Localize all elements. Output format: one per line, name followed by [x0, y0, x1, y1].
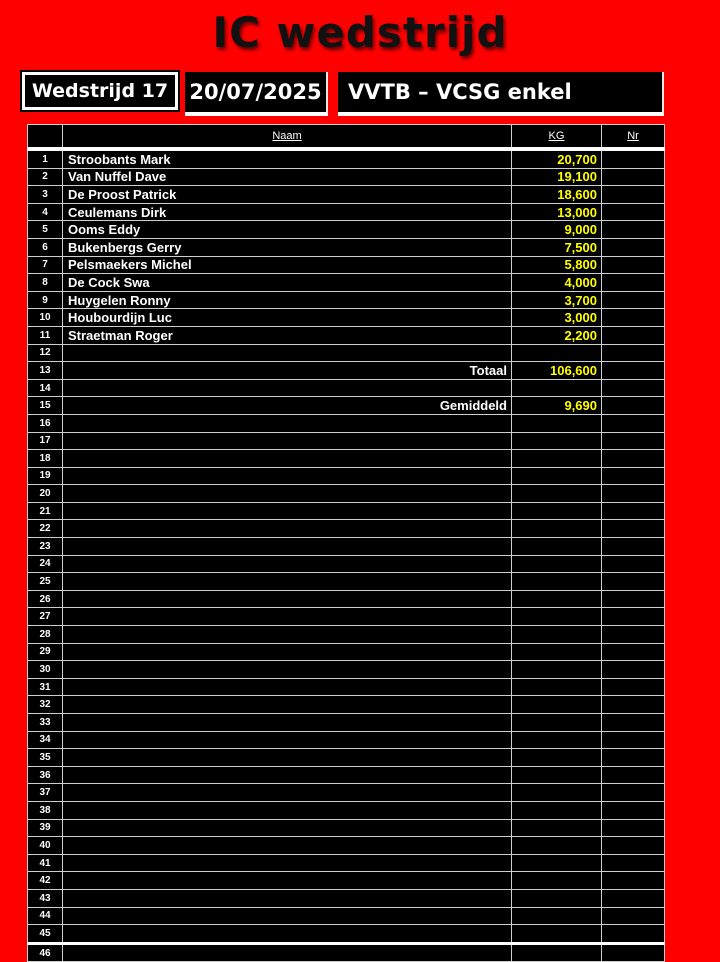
row-number: 10: [28, 309, 63, 327]
row-nr: [602, 485, 665, 503]
match-box: VVTB – VCSG enkel: [338, 72, 664, 116]
row-nr: [602, 274, 665, 292]
row-naam: [63, 766, 512, 784]
wedstrijd-box: [20, 70, 180, 112]
row-number: 1: [28, 149, 63, 168]
row-naam: Totaal: [63, 362, 512, 380]
row-number: 27: [28, 608, 63, 626]
row-number: 15: [28, 397, 63, 415]
table-row: [28, 238, 665, 256]
row-nr: [602, 186, 665, 204]
row-naam: Huygelen Ronny: [63, 291, 512, 309]
table-row: [28, 661, 665, 679]
table-row: [28, 626, 665, 644]
row-number: 38: [28, 801, 63, 819]
table-row: [28, 221, 665, 239]
table-row: [28, 520, 665, 538]
row-nr: [602, 925, 665, 944]
row-naam: [63, 661, 512, 679]
column-header-num: [28, 125, 63, 150]
table-row: [28, 309, 665, 327]
row-naam: [63, 538, 512, 556]
row-number: 17: [28, 432, 63, 450]
row-number: 31: [28, 678, 63, 696]
table-row: [28, 149, 665, 168]
row-nr: [602, 643, 665, 661]
row-naam: [63, 467, 512, 485]
row-naam: [63, 872, 512, 890]
row-kg: [512, 714, 602, 732]
row-number: 33: [28, 714, 63, 732]
row-nr: [602, 766, 665, 784]
row-naam: [63, 450, 512, 468]
table-row: [28, 872, 665, 890]
row-naam: [63, 414, 512, 432]
table-row: [28, 784, 665, 802]
table-row: [28, 573, 665, 591]
row-kg: [512, 467, 602, 485]
row-nr: [602, 872, 665, 890]
table-row: [28, 186, 665, 204]
row-naam: [63, 801, 512, 819]
row-number: 21: [28, 502, 63, 520]
row-number: 35: [28, 749, 63, 767]
row-number: 9: [28, 291, 63, 309]
row-kg: [512, 801, 602, 819]
row-naam: [63, 749, 512, 767]
row-nr: [602, 326, 665, 344]
row-nr: [602, 309, 665, 327]
row-kg: 3,700: [512, 291, 602, 309]
row-nr: [602, 344, 665, 362]
row-naam: [63, 925, 512, 944]
row-naam: [63, 590, 512, 608]
row-naam: Houbourdijn Luc: [63, 309, 512, 327]
table-row: [28, 714, 665, 732]
table-row: [28, 450, 665, 468]
row-kg: 2,200: [512, 326, 602, 344]
row-number: 14: [28, 379, 63, 397]
row-naam: [63, 907, 512, 925]
row-number: 37: [28, 784, 63, 802]
row-kg: [512, 889, 602, 907]
row-nr: [602, 854, 665, 872]
table-body: [28, 149, 665, 962]
row-naam: [63, 696, 512, 714]
row-number: 7: [28, 256, 63, 274]
row-kg: [512, 626, 602, 644]
row-number: 42: [28, 872, 63, 890]
row-number: 22: [28, 520, 63, 538]
row-naam: [63, 819, 512, 837]
row-naam: [63, 714, 512, 732]
row-nr: [602, 256, 665, 274]
row-nr: [602, 149, 665, 168]
row-kg: [512, 872, 602, 890]
row-nr: [602, 467, 665, 485]
row-naam: [63, 555, 512, 573]
row-number: 28: [28, 626, 63, 644]
row-nr: [602, 362, 665, 380]
table-row: [28, 801, 665, 819]
row-number: 30: [28, 661, 63, 679]
row-number: 29: [28, 643, 63, 661]
table-row: [28, 925, 665, 944]
row-naam: [63, 432, 512, 450]
row-kg: [512, 573, 602, 591]
table-row: [28, 432, 665, 450]
row-nr: [602, 784, 665, 802]
row-number: 44: [28, 907, 63, 925]
row-kg: [512, 432, 602, 450]
row-nr: [602, 397, 665, 415]
row-nr: [602, 626, 665, 644]
row-kg: [512, 696, 602, 714]
row-number: 6: [28, 238, 63, 256]
row-nr: [602, 291, 665, 309]
row-kg: 19,100: [512, 168, 602, 186]
column-header-naam: Naam: [63, 125, 512, 150]
row-number: 40: [28, 837, 63, 855]
table-row: [28, 168, 665, 186]
table-row: [28, 274, 665, 292]
row-kg: [512, 749, 602, 767]
row-nr: [602, 749, 665, 767]
row-naam: [63, 626, 512, 644]
row-number: 43: [28, 889, 63, 907]
row-naam: [63, 520, 512, 538]
row-kg: [512, 854, 602, 872]
row-nr: [602, 889, 665, 907]
row-number: 19: [28, 467, 63, 485]
row-naam: [63, 889, 512, 907]
table-row: [28, 819, 665, 837]
page-title: IC wedstrijd: [212, 8, 508, 57]
row-kg: [512, 766, 602, 784]
row-kg: [512, 538, 602, 556]
row-nr: [602, 661, 665, 679]
row-nr: [602, 907, 665, 925]
table-row: [28, 256, 665, 274]
row-number: 25: [28, 573, 63, 591]
table-row: [28, 555, 665, 573]
row-number: 2: [28, 168, 63, 186]
row-nr: [602, 203, 665, 221]
table-row: [28, 907, 665, 925]
table-row: [28, 291, 665, 309]
row-naam: [63, 502, 512, 520]
row-number: 24: [28, 555, 63, 573]
row-number: 34: [28, 731, 63, 749]
row-naam: [63, 573, 512, 591]
row-kg: [512, 485, 602, 503]
row-kg: [512, 590, 602, 608]
row-kg: [512, 344, 602, 362]
row-kg: [512, 608, 602, 626]
row-nr: [602, 238, 665, 256]
row-naam: [63, 608, 512, 626]
table-row: [28, 749, 665, 767]
row-naam: [63, 731, 512, 749]
row-naam: Van Nuffel Dave: [63, 168, 512, 186]
row-kg: 7,500: [512, 238, 602, 256]
row-kg: 13,000: [512, 203, 602, 221]
row-naam: Ceulemans Dirk: [63, 203, 512, 221]
row-number: 45: [28, 925, 63, 944]
row-kg: 20,700: [512, 149, 602, 168]
row-nr: [602, 590, 665, 608]
row-nr: [602, 696, 665, 714]
row-kg: [512, 678, 602, 696]
row-number: 5: [28, 221, 63, 239]
row-kg: [512, 520, 602, 538]
row-number: 39: [28, 819, 63, 837]
table-row: [28, 502, 665, 520]
row-number: 23: [28, 538, 63, 556]
table-row: [28, 678, 665, 696]
row-naam: [63, 643, 512, 661]
table-row: [28, 485, 665, 503]
row-kg: 106,600: [512, 362, 602, 380]
row-kg: [512, 925, 602, 944]
row-nr: [602, 432, 665, 450]
row-nr: [602, 221, 665, 239]
row-kg: [512, 819, 602, 837]
row-kg: 4,000: [512, 274, 602, 292]
row-nr: [602, 538, 665, 556]
column-header-nr: Nr: [602, 125, 665, 150]
row-number: 18: [28, 450, 63, 468]
table-row: [28, 731, 665, 749]
row-naam: Pelsmaekers Michel: [63, 256, 512, 274]
row-nr: [602, 608, 665, 626]
row-nr: [602, 502, 665, 520]
row-naam: [63, 784, 512, 802]
row-kg: [512, 943, 602, 962]
row-nr: [602, 379, 665, 397]
row-naam: De Proost Patrick: [63, 186, 512, 204]
table-row: [28, 643, 665, 661]
row-number: 16: [28, 414, 63, 432]
row-naam: De Cock Swa: [63, 274, 512, 292]
row-nr: [602, 573, 665, 591]
row-naam: [63, 485, 512, 503]
row-kg: [512, 661, 602, 679]
table-row: [28, 362, 665, 380]
table-row: [28, 538, 665, 556]
row-kg: [512, 784, 602, 802]
table-row: [28, 837, 665, 855]
row-kg: [512, 555, 602, 573]
table-row: [28, 766, 665, 784]
column-header-kg: KG: [512, 125, 602, 150]
row-kg: [512, 643, 602, 661]
date-box: 20/07/2025: [185, 72, 328, 116]
row-nr: [602, 450, 665, 468]
row-kg: 5,800: [512, 256, 602, 274]
row-number: 36: [28, 766, 63, 784]
table-row: [28, 326, 665, 344]
table-row: [28, 943, 665, 962]
table-row: [28, 854, 665, 872]
row-kg: [512, 379, 602, 397]
table-row: [28, 696, 665, 714]
row-nr: [602, 801, 665, 819]
row-naam: [63, 379, 512, 397]
row-naam: [63, 837, 512, 855]
table-row: [28, 889, 665, 907]
table-row: [28, 414, 665, 432]
row-number: 46: [28, 943, 63, 962]
row-number: 32: [28, 696, 63, 714]
row-number: 12: [28, 344, 63, 362]
table-row: [28, 203, 665, 221]
table-row: [28, 397, 665, 415]
row-number: 13: [28, 362, 63, 380]
row-kg: [512, 731, 602, 749]
row-number: 11: [28, 326, 63, 344]
row-nr: [602, 714, 665, 732]
row-number: 4: [28, 203, 63, 221]
row-number: 20: [28, 485, 63, 503]
row-naam: Straetman Roger: [63, 326, 512, 344]
table-row: [28, 467, 665, 485]
row-nr: [602, 168, 665, 186]
row-kg: 9,000: [512, 221, 602, 239]
row-number: 8: [28, 274, 63, 292]
row-nr: [602, 837, 665, 855]
table-row: [28, 590, 665, 608]
table-row: [28, 344, 665, 362]
wedstrijd-label: Wedstrijd 17: [25, 75, 175, 107]
row-kg: [512, 414, 602, 432]
row-nr: [602, 520, 665, 538]
row-naam: [63, 678, 512, 696]
row-naam: [63, 943, 512, 962]
row-kg: [512, 502, 602, 520]
row-nr: [602, 731, 665, 749]
row-nr: [602, 555, 665, 573]
row-naam: Stroobants Mark: [63, 149, 512, 168]
row-nr: [602, 819, 665, 837]
row-nr: [602, 678, 665, 696]
row-naam: [63, 854, 512, 872]
row-kg: [512, 450, 602, 468]
row-naam: [63, 344, 512, 362]
row-kg: [512, 907, 602, 925]
row-nr: [602, 414, 665, 432]
row-kg: 9,690: [512, 397, 602, 415]
row-kg: 3,000: [512, 309, 602, 327]
table-row: [28, 379, 665, 397]
row-nr: [602, 943, 665, 962]
row-number: 26: [28, 590, 63, 608]
row-number: 41: [28, 854, 63, 872]
row-naam: Gemiddeld: [63, 397, 512, 415]
row-kg: 18,600: [512, 186, 602, 204]
row-kg: [512, 837, 602, 855]
results-table: [27, 124, 665, 962]
row-number: 3: [28, 186, 63, 204]
row-naam: Bukenbergs Gerry: [63, 238, 512, 256]
table-row: [28, 608, 665, 626]
table-header-row: [28, 125, 665, 150]
row-naam: Ooms Eddy: [63, 221, 512, 239]
